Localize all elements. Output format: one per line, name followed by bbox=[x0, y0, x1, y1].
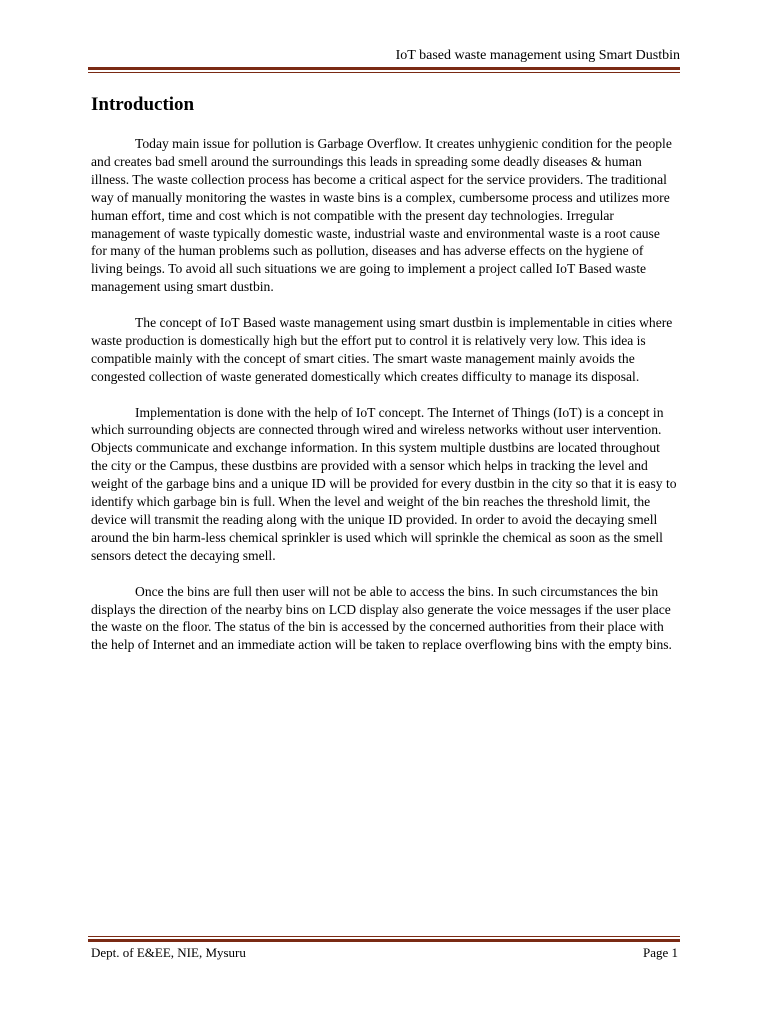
paragraph-4: Once the bins are full then user will not be able to access the bins. In such circumstances the bin displays the direction of the nearby bins on LCD display also generate the voice messages if the user place the waste on the floor. The status of the bin is accessed by the concerned authorities from their place with the help of Internet and an immediate action will be taken to replace overflowing bins with the empty bins. bbox=[91, 583, 672, 653]
paragraph-3: Implementation is done with the help of IoT concept. The Internet of Things (IoT) is a concept in which surrounding objects are connected through wired and wireless networks without user intervention. Objects communicate and exchange information. In this system multiple dustbins are located throughout the city or the Campus, these dustbins are provided with a sensor which helps in tracking the level and weight of the garbage bins and a unique ID will be provided for every dustbin in the city so that it is easy to identify which garbage bin is full. When the level and weight of the bin reaches the threshold limit, the device will transmit the reading along with the unique ID provided. In order to avoid the decaying smell around the bin harm-less chemical sprinkler is used which will sprinkle the chemical as soon as the smell sensors detect the decaying smell. bbox=[91, 404, 677, 563]
footer-department: Dept. of E&EE, NIE, Mysuru bbox=[91, 945, 246, 960]
header-rule-thin bbox=[88, 72, 680, 73]
footer-rule-thin bbox=[88, 936, 680, 937]
footer-rule-thick bbox=[88, 939, 680, 942]
paragraph-1: Today main issue for pollution is Garbage Overflow. It creates unhygienic condition for the people and creates bad smell around the surroundings this leads in spreading some deadly diseases & human illness. The waste collection process has become a critical aspect for the service providers. The traditional way of manually monitoring the wastes in waste bins is a complex, cumbersome process and utilizes more human effort, time and cost which is not compatible with the present day technologies. Irregular management of waste typically domestic waste, industrial waste and environmental waste is a root cause for many of the human problems such as pollution, diseases and has adverse effects on the hygiene of living beings. To avoid all such situations we are going to implement a project called IoT Based waste management using smart dustbin. bbox=[91, 136, 672, 295]
running-header: IoT based waste management using Smart Dustbin bbox=[395, 48, 680, 63]
paragraph-2: The concept of IoT Based waste management using smart dustbin is implementable in cities where waste production is domestically high but the effort put to control it is relatively very low. This idea is compatible mainly with the concept of smart cities. The smart waste management mainly avoids the congested collection of waste generated domestically which creates difficulty to manage its disposal. bbox=[91, 315, 673, 384]
header-rule-thick bbox=[88, 67, 680, 70]
body-text bbox=[91, 135, 678, 672]
page-number: Page 1 bbox=[642, 945, 678, 960]
section-title: Introduction bbox=[91, 94, 195, 115]
